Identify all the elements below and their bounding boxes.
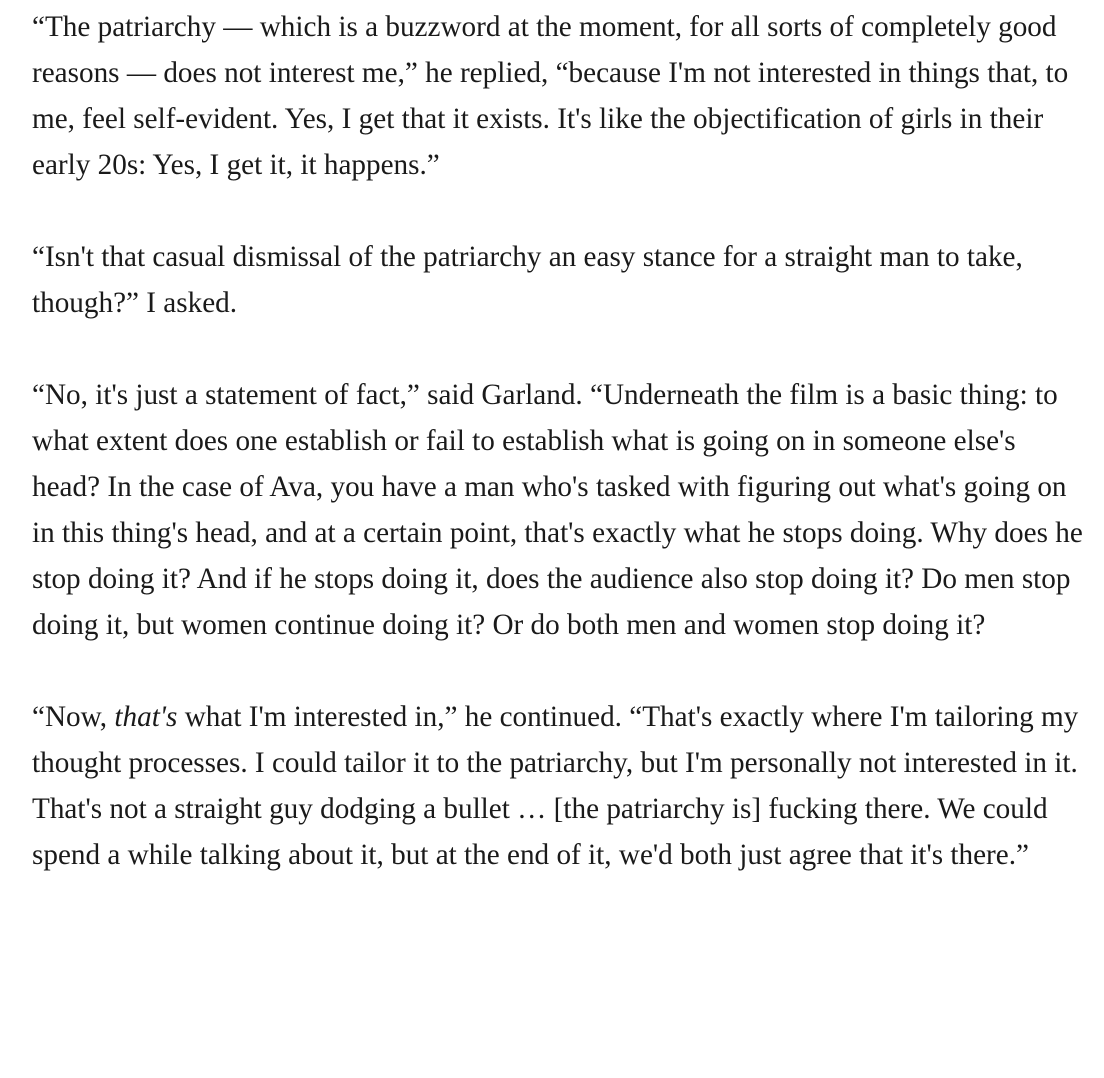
paragraph-4-lead: “Now, bbox=[32, 701, 115, 733]
paragraph-3: “No, it's just a statement of fact,” said Garland. “Underneath the film is a basic thing: to what extent does one establish or fail to establish what is going on in someone else's head? In the case of Ava, you have a man who's tasked with figuring out what's going on in this thing's head, and at a certain point, that's exactly what he stops doing. Why does he stop doing it? And if he stops doing it, does the audience also stop doing it? Do men stop doing it, but women continue doing it? Or do both men and women stop doing it? bbox=[32, 379, 1083, 641]
paragraph-4 bbox=[32, 694, 1088, 878]
paragraph-1: “The patriarchy — which is a buzzword at the moment, for all sorts of completely good reasons — does not interest me,” he replied, “because I'm not interested in things that, to me, feel self-evident. Yes, I get that it exists. It's like the objectification of girls in their early 20s: Yes, I get it, it happens.” bbox=[32, 11, 1069, 181]
paragraph-2: “Isn't that casual dismissal of the patriarchy an easy stance for a straight man to take, though?” I asked. bbox=[32, 241, 1023, 319]
emphasized-word: that's bbox=[114, 701, 178, 733]
paragraph-4-rest: what I'm interested in,” he continued. “That's exactly where I'm tailoring my thought processes. I could tailor it to the patriarchy, but I'm personally not interested in it. That's not a straight guy dodging a bullet … [the patriarchy is] fucking there. We could spend a while talking about it, but at the end of it, we'd both just agree that it's there.” bbox=[32, 701, 1079, 871]
article-body bbox=[32, 0, 1088, 878]
